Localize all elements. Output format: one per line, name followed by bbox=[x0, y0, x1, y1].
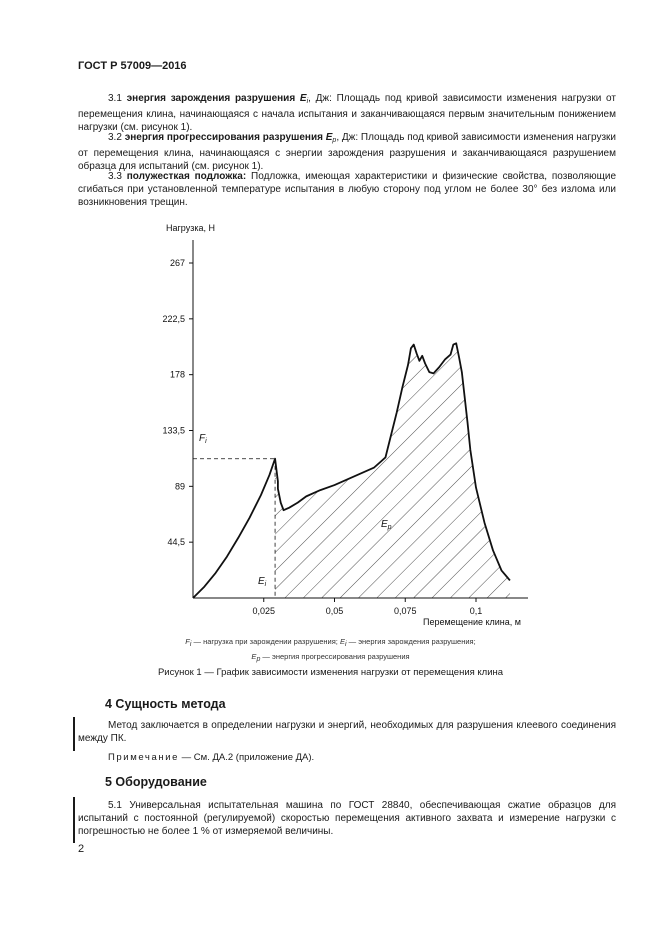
y-tick-label: 222,5 bbox=[162, 313, 185, 324]
fi-label: $F_i$ bbox=[199, 433, 207, 445]
term-number: 3.3 bbox=[108, 171, 122, 182]
x-tick-label: 0,1 bbox=[469, 606, 483, 616]
legend-line-1 bbox=[0, 636, 661, 651]
legend-fi-symbol: F bbox=[185, 637, 190, 646]
section-5-text: 5.1 Универсальная испытательная машина по ГОСТ 28840, обеспечивающая сжатие образцов для испытаний с постоянной (регулируемой) скоростью перемещения активного захвата и измерение нагрузки с погрешностью не более 1 % от измеряемой величины. bbox=[78, 800, 616, 838]
x-tick-label: 0,025 bbox=[252, 606, 276, 616]
ei-label: $E_i$ bbox=[258, 576, 267, 588]
x-axis-label: Перемещение клина, м bbox=[423, 617, 521, 627]
section-4-note bbox=[78, 751, 616, 764]
y-tick-label: 267 bbox=[169, 258, 185, 268]
term-symbol-sub: p bbox=[332, 137, 337, 144]
legend-ep-sub: p bbox=[256, 656, 261, 663]
legend-fi-sub: i bbox=[189, 641, 192, 648]
load-displacement-chart bbox=[0, 215, 661, 630]
figure-legend bbox=[0, 636, 661, 666]
change-bar bbox=[73, 717, 75, 751]
term-name: полужесткая подложка: bbox=[126, 171, 247, 182]
change-bar bbox=[73, 797, 75, 843]
note-label: Примечание bbox=[108, 752, 179, 763]
term-text: Подложка, имеющая характеристики и физические свойства, позволяющие сгибаться при установленной температуре испытания в любую сторону под углом не более 30° без излома или возникновения трещин. bbox=[78, 171, 616, 209]
legend-ei-text: — энергия зарождения разрушения; bbox=[346, 637, 476, 646]
term-number: 3.1 bbox=[108, 93, 122, 104]
term-symbol: E bbox=[299, 93, 307, 104]
ep-label: $E_p$ bbox=[381, 519, 392, 531]
x-tick-label: 0,05 bbox=[325, 606, 344, 616]
section-5-paragraph bbox=[78, 799, 616, 839]
y-axis-label: Нагрузка, Н bbox=[166, 223, 215, 233]
section-5-title: 5 Оборудование bbox=[105, 775, 207, 789]
x-tick-label: 0,075 bbox=[393, 606, 417, 616]
page-number: 2 bbox=[78, 843, 85, 855]
figure-caption: Рисунок 1 — График зависимости изменения нагрузки от перемещения клина bbox=[157, 667, 504, 678]
term-3-1 bbox=[78, 92, 616, 135]
legend-line-2 bbox=[0, 651, 661, 666]
legend-ep-symbol: E bbox=[251, 652, 257, 661]
term-3-2 bbox=[78, 131, 616, 174]
y-tick-label: 89 bbox=[174, 481, 185, 492]
term-3-3 bbox=[78, 170, 616, 210]
note-text: — См. ДА.2 (приложение ДА). bbox=[179, 752, 315, 763]
section-4-text: Метод заключается в определении нагрузки и энергий, необходимых для разрушения клеевого соединения между ПК. bbox=[78, 720, 616, 745]
term-symbol-sub: i bbox=[306, 98, 309, 105]
y-tick-label: 44,5 bbox=[167, 537, 185, 548]
y-tick-label: 133,5 bbox=[162, 425, 185, 436]
y-tick-label: 178 bbox=[169, 369, 185, 380]
term-text: , Дж: Площадь под кривой зависимости изменения нагрузки от перемещения клина, начинающаяся с начала испытания и заканчивающаяся первым значительным понижением нагрузки (см. рисунок 1). bbox=[78, 93, 616, 134]
ep-hatched-area bbox=[275, 343, 510, 598]
legend-fi-text: — нагрузка при зарождении разрушения; bbox=[191, 637, 340, 646]
legend-ep-text: — энергия прогрессирования разрушения bbox=[260, 652, 410, 661]
section-4-title: 4 Сущность метода bbox=[105, 697, 226, 711]
section-4-paragraph bbox=[78, 719, 616, 745]
term-text: , Дж: Площадь под кривой зависимости изменения нагрузки от перемещения клина, начинающаяся с энергии зарождения разрушения и заканчивающаяся разрушением образца для испытаний (см. рисунок 1). bbox=[78, 132, 617, 173]
term-name: энергия прогрессирования разрушения bbox=[124, 132, 323, 143]
legend-ei-sub: i bbox=[344, 641, 347, 648]
term-name: энергия зарождения разрушения bbox=[126, 93, 296, 104]
term-symbol: E bbox=[325, 132, 333, 143]
legend-ei-symbol: E bbox=[339, 637, 345, 646]
document-header: ГОСТ Р 57009—2016 bbox=[78, 60, 187, 72]
term-number: 3.2 bbox=[108, 132, 122, 143]
